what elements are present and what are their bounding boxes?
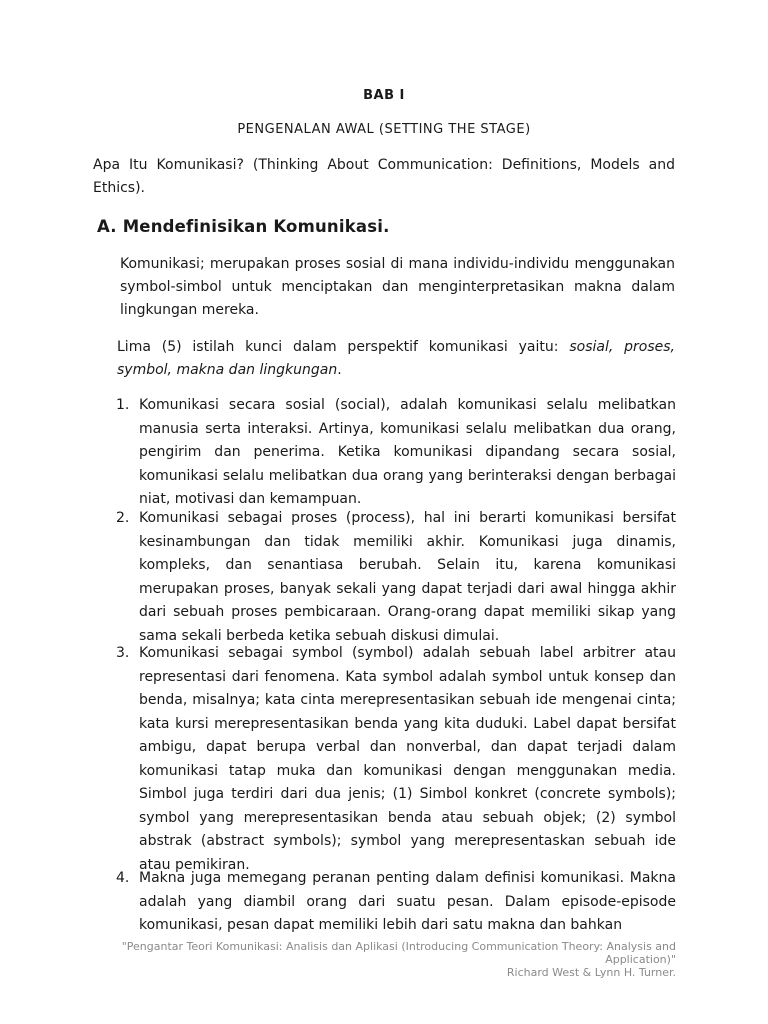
list-item-social — [116, 394, 676, 507]
chapter-number: BAB I — [363, 88, 405, 103]
numbered-list — [116, 394, 676, 947]
page-footer — [100, 940, 676, 979]
list-item-meaning — [116, 867, 676, 947]
list-item-number: 4. — [116, 870, 130, 886]
list-item-symbol — [116, 642, 676, 873]
section-heading: A. Mendefinisikan Komunikasi. — [97, 217, 390, 236]
key-terms-paragraph — [117, 336, 675, 382]
definition-paragraph: Komunikasi; merupakan proses sosial di mana individu-individu menggunakan symbol-simbol untuk menciptakan dan menginterpretasikan makna dalam lingkungan mereka. — [120, 256, 675, 318]
key-terms-prefix: Lima (5) istilah kunci dalam perspektif komunikasi yaitu: — [117, 339, 570, 355]
list-item-text: Komunikasi sebagai symbol (symbol) adalah sebuah label arbitrer atau representasi dari fenomena. Kata symbol adalah symbol untuk konsep dan benda, misalnya; kata cinta merepresentasikan sebuah ide mengenai cinta; kata kursi merepresentasikan benda yang kita duduki. Label dapat bersifat ambigu, dapat berupa verbal dan nonverbal, dan dapat terjadi dalam komunikasi tatap muka dan komunikasi dengan menggunakan media. Simbol juga terdiri dari dua jenis; (1) Simbol konkret (concrete symbols); symbol yang merepresentasikan benda atau sebuah objek; (2) symbol abstrak (abstract symbols); symbol yang merepresentaskan sebuah ide atau pemikiran. — [139, 645, 676, 873]
list-item-number: 1. — [116, 397, 130, 413]
list-item-number: 3. — [116, 645, 130, 661]
list-item-text: Makna juga memegang peranan penting dalam definisi komunikasi. Makna adalah yang diambil orang dari suatu pesan. Dalam episode-episode komunikasi, pesan dapat memiliki lebih dari satu makna dan bahkan — [139, 870, 676, 933]
key-terms-suffix: . — [337, 362, 342, 378]
list-item-text: Komunikasi sebagai proses (process), hal ini berarti komunikasi bersifat kesinambungan dan tidak memiliki akhir. Komunikasi juga dinamis, kompleks, dan senantiasa berubah. Selain itu, karena komunikasi merupakan proses, banyak sekali yang dapat terjadi dari awal hingga akhir dari sebuah proses pembicaraan. Orang-orang dapat memiliki sikap yang sama sekali berbeda ketika sebuah diskusi dimulai. — [139, 510, 676, 644]
footer-citation: "Pengantar Teori Komunikasi: Analisis dan Aplikasi (Introducing Communication Theory: Analysis and Application)" — [121, 940, 676, 966]
key-terms-list: sosial, proses, symbol, makna dan lingkungan — [117, 339, 675, 378]
list-item-number: 2. — [116, 510, 130, 526]
list-item-process — [116, 507, 676, 642]
footer-authors: Richard West & Lynn H. Turner. — [506, 966, 676, 979]
list-item-text: Komunikasi secara sosial (social), adalah komunikasi selalu melibatkan manusia serta interaksi. Artinya, komunikasi selalu melibatkan dua orang, pengirim dan penerima. Ketika komunikasi dipandang secara sosial, komunikasi selalu melibatkan dua orang yang berinteraksi dengan berbagai niat, motivasi dan kemampuan. — [139, 397, 676, 507]
chapter-title: PENGENALAN AWAL (SETTING THE STAGE) — [237, 122, 531, 137]
intro-paragraph: Apa Itu Komunikasi? (Thinking About Communication: Definitions, Models and Ethics). — [93, 157, 675, 196]
